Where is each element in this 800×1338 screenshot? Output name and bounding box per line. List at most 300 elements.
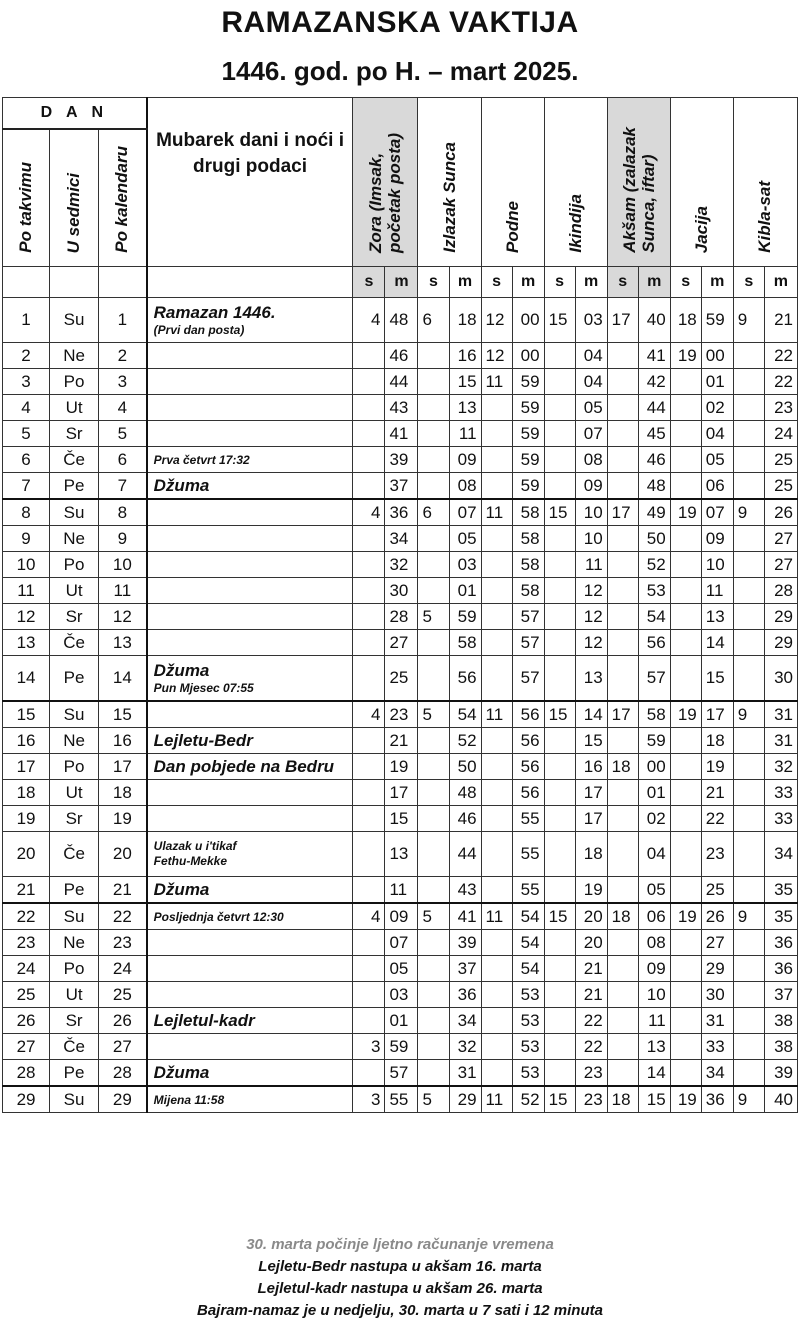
note-main: Lejletul-kadr <box>153 1010 255 1030</box>
cell-mubarek <box>147 421 353 447</box>
table-row <box>3 701 798 728</box>
cell-zs <box>353 877 385 904</box>
cell-u-sedmici: Pe <box>50 656 99 702</box>
cell-im: 39 <box>449 930 481 956</box>
cell-po-takvimu: 1 <box>3 298 50 343</box>
cell-ps <box>481 552 512 578</box>
cell-js <box>670 395 701 421</box>
cell-ps <box>481 1034 512 1060</box>
cell-km: 23 <box>575 1086 607 1113</box>
cell-mubarek <box>147 982 353 1008</box>
header-po-kalendaru <box>99 129 147 267</box>
cell-u-sedmici: Sr <box>50 421 99 447</box>
cell-po-takvimu: 26 <box>3 1008 50 1034</box>
cell-po-kalendaru: 14 <box>99 656 147 702</box>
cell-ks <box>544 982 575 1008</box>
cell-po-kalendaru: 21 <box>99 877 147 904</box>
cell-as <box>607 395 638 421</box>
cell-u-sedmici: Ut <box>50 982 99 1008</box>
cell-zs <box>353 578 385 604</box>
cell-as: 17 <box>607 499 638 526</box>
cell-po-kalendaru: 3 <box>99 369 147 395</box>
cell-zm: 27 <box>385 630 418 656</box>
cell-zm: 15 <box>385 806 418 832</box>
cell-am: 14 <box>638 1060 670 1087</box>
cell-mubarek <box>147 526 353 552</box>
cell-po-takvimu: 23 <box>3 930 50 956</box>
cell-as <box>607 806 638 832</box>
table-row <box>3 578 798 604</box>
cell-pm: 53 <box>512 1060 544 1087</box>
cell-mubarek <box>147 604 353 630</box>
cell-ps <box>481 473 512 500</box>
header-zora-line2: početak posta) <box>385 133 405 253</box>
cell-po-kalendaru: 1 <box>99 298 147 343</box>
unit-m: m <box>512 267 544 298</box>
cell-mubarek <box>147 578 353 604</box>
cell-ps <box>481 656 512 702</box>
cell-zm: 39 <box>385 447 418 473</box>
cell-js <box>670 877 701 904</box>
cell-u-sedmici: Ne <box>50 930 99 956</box>
cell-pm: 56 <box>512 728 544 754</box>
cell-km: 04 <box>575 343 607 369</box>
cell-zm: 55 <box>385 1086 418 1113</box>
cell-km: 13 <box>575 656 607 702</box>
cell-is <box>418 982 449 1008</box>
cell-as <box>607 421 638 447</box>
cell-mubarek <box>147 395 353 421</box>
cell-u-sedmici: Su <box>50 701 99 728</box>
cell-zs <box>353 630 385 656</box>
note-bajram: Bajram-namaz je u nedjelju, 30. marta u 7 sati i 12 minuta <box>197 1302 603 1319</box>
cell-zm: 43 <box>385 395 418 421</box>
cell-as <box>607 982 638 1008</box>
cell-is <box>418 1008 449 1034</box>
cell-ps <box>481 832 512 877</box>
cell-u-sedmici: Su <box>50 499 99 526</box>
table-row <box>3 604 798 630</box>
cell-as: 18 <box>607 1086 638 1113</box>
cell-jm: 00 <box>701 343 733 369</box>
cell-pm: 59 <box>512 447 544 473</box>
table-row <box>3 343 798 369</box>
cell-zm: 05 <box>385 956 418 982</box>
cell-js <box>670 552 701 578</box>
cell-po-kalendaru: 22 <box>99 903 147 930</box>
cell-km: 10 <box>575 526 607 552</box>
cell-pm: 55 <box>512 877 544 904</box>
cell-pm: 53 <box>512 1034 544 1060</box>
cell-jm: 33 <box>701 1034 733 1060</box>
table-row <box>3 630 798 656</box>
cell-po-kalendaru: 27 <box>99 1034 147 1060</box>
cell-u-sedmici: Po <box>50 754 99 780</box>
cell-am: 05 <box>638 877 670 904</box>
cell-zs <box>353 656 385 702</box>
cell-km: 12 <box>575 578 607 604</box>
cell-mubarek <box>147 499 353 526</box>
cell-u-sedmici: Ut <box>50 578 99 604</box>
table-row <box>3 1086 798 1113</box>
cell-zs <box>353 832 385 877</box>
cell-po-kalendaru: 8 <box>99 499 147 526</box>
cell-as <box>607 1060 638 1087</box>
cell-as <box>607 447 638 473</box>
cell-mubarek <box>147 473 353 500</box>
cell-zs <box>353 395 385 421</box>
cell-js <box>670 421 701 447</box>
table-body <box>3 298 798 1113</box>
cell-mubarek <box>147 877 353 904</box>
cell-po-takvimu: 25 <box>3 982 50 1008</box>
cell-po-takvimu: 2 <box>3 343 50 369</box>
cell-is: 6 <box>418 499 449 526</box>
cell-ks <box>544 877 575 904</box>
cell-bs: 9 <box>733 499 764 526</box>
table-row <box>3 1008 798 1034</box>
cell-ps <box>481 877 512 904</box>
cell-pm: 00 <box>512 343 544 369</box>
cell-bs <box>733 832 764 877</box>
cell-bm: 37 <box>764 982 797 1008</box>
cell-im: 07 <box>449 499 481 526</box>
cell-po-kalendaru: 17 <box>99 754 147 780</box>
cell-am: 50 <box>638 526 670 552</box>
unit-m: m <box>764 267 797 298</box>
cell-pm: 58 <box>512 499 544 526</box>
cell-zm: 23 <box>385 701 418 728</box>
cell-mubarek <box>147 630 353 656</box>
cell-ks <box>544 630 575 656</box>
cell-zm: 36 <box>385 499 418 526</box>
cell-bs: 9 <box>733 701 764 728</box>
cell-u-sedmici: Ut <box>50 395 99 421</box>
cell-po-takvimu: 18 <box>3 780 50 806</box>
cell-ks <box>544 754 575 780</box>
cell-zs <box>353 604 385 630</box>
cell-po-kalendaru: 9 <box>99 526 147 552</box>
cell-jm: 05 <box>701 447 733 473</box>
cell-po-kalendaru: 2 <box>99 343 147 369</box>
cell-am: 44 <box>638 395 670 421</box>
cell-jm: 14 <box>701 630 733 656</box>
cell-zs <box>353 754 385 780</box>
cell-ks <box>544 604 575 630</box>
cell-js <box>670 656 701 702</box>
cell-am: 02 <box>638 806 670 832</box>
cell-u-sedmici: Pe <box>50 1060 99 1087</box>
cell-ks <box>544 473 575 500</box>
cell-bs <box>733 1034 764 1060</box>
cell-as <box>607 369 638 395</box>
cell-is <box>418 754 449 780</box>
cell-am: 45 <box>638 421 670 447</box>
cell-po-kalendaru: 12 <box>99 604 147 630</box>
cell-bm: 31 <box>764 728 797 754</box>
header-mubarek-label: Mubarek dani i noći i drugi podaci <box>156 130 344 177</box>
cell-bs <box>733 1008 764 1034</box>
note-main: Džuma <box>153 660 210 680</box>
cell-am: 52 <box>638 552 670 578</box>
header-jacija-label: Jacija <box>691 205 711 253</box>
note-main: Ramazan 1446. <box>153 302 276 322</box>
cell-zs: 4 <box>353 499 385 526</box>
cell-ps <box>481 578 512 604</box>
header-po-kalendaru-label: Po kalendaru <box>112 146 132 253</box>
cell-po-takvimu: 12 <box>3 604 50 630</box>
cell-mubarek <box>147 1060 353 1087</box>
cell-im: 15 <box>449 369 481 395</box>
cell-im: 58 <box>449 630 481 656</box>
cell-as <box>607 877 638 904</box>
unit-m: m <box>385 267 418 298</box>
cell-ps <box>481 728 512 754</box>
cell-im: 03 <box>449 552 481 578</box>
cell-is <box>418 1060 449 1087</box>
note-main: Lejletu-Bedr <box>153 730 253 750</box>
cell-as <box>607 956 638 982</box>
cell-am: 57 <box>638 656 670 702</box>
cell-as <box>607 1034 638 1060</box>
cell-im: 43 <box>449 877 481 904</box>
cell-mubarek <box>147 1034 353 1060</box>
cell-is: 6 <box>418 298 449 343</box>
header-izlazak-label: Izlazak Sunca <box>439 142 459 253</box>
cell-bm: 33 <box>764 806 797 832</box>
cell-zs <box>353 982 385 1008</box>
cell-as <box>607 473 638 500</box>
cell-pm: 56 <box>512 780 544 806</box>
cell-po-takvimu: 24 <box>3 956 50 982</box>
cell-po-takvimu: 6 <box>3 447 50 473</box>
cell-km: 21 <box>575 956 607 982</box>
cell-am: 04 <box>638 832 670 877</box>
header-aksam-line1: Akšam (zalazak <box>619 127 639 253</box>
cell-is <box>418 552 449 578</box>
cell-ks: 15 <box>544 499 575 526</box>
cell-km: 10 <box>575 499 607 526</box>
cell-js <box>670 1060 701 1087</box>
cell-js <box>670 473 701 500</box>
cell-ps <box>481 1008 512 1034</box>
cell-mubarek <box>147 343 353 369</box>
cell-po-kalendaru: 13 <box>99 630 147 656</box>
cell-is <box>418 395 449 421</box>
cell-ks <box>544 369 575 395</box>
cell-zs: 4 <box>353 298 385 343</box>
cell-ks <box>544 552 575 578</box>
cell-po-takvimu: 28 <box>3 1060 50 1087</box>
cell-is <box>418 656 449 702</box>
header-po-takvimu-label: Po takvimu <box>16 162 36 253</box>
cell-zm: 46 <box>385 343 418 369</box>
cell-po-takvimu: 3 <box>3 369 50 395</box>
cell-po-takvimu: 8 <box>3 499 50 526</box>
note-daylight: 30. marta počinje ljetno računanje vremena <box>246 1236 554 1253</box>
cell-js <box>670 806 701 832</box>
cell-po-kalendaru: 15 <box>99 701 147 728</box>
cell-zm: 13 <box>385 832 418 877</box>
cell-po-kalendaru: 11 <box>99 578 147 604</box>
cell-pm: 53 <box>512 1008 544 1034</box>
cell-km: 03 <box>575 298 607 343</box>
table-row <box>3 780 798 806</box>
cell-ps <box>481 930 512 956</box>
cell-ks <box>544 1034 575 1060</box>
cell-is <box>418 343 449 369</box>
cell-po-kalendaru: 28 <box>99 1060 147 1087</box>
cell-po-takvimu: 14 <box>3 656 50 702</box>
cell-u-sedmici: Če <box>50 1034 99 1060</box>
header-zora-line1: Zora (Imsak, <box>366 152 386 253</box>
cell-js: 18 <box>670 298 701 343</box>
cell-ks <box>544 728 575 754</box>
cell-zs <box>353 1008 385 1034</box>
note-sub: Posljednja četvrt 12:30 <box>153 910 284 924</box>
cell-zm: 07 <box>385 930 418 956</box>
table-row <box>3 1034 798 1060</box>
cell-km: 18 <box>575 832 607 877</box>
cell-im: 44 <box>449 832 481 877</box>
cell-pm: 59 <box>512 395 544 421</box>
table-row <box>3 982 798 1008</box>
cell-po-takvimu: 19 <box>3 806 50 832</box>
cell-mubarek <box>147 903 353 930</box>
cell-jm: 22 <box>701 806 733 832</box>
cell-pm: 52 <box>512 1086 544 1113</box>
table-row <box>3 395 798 421</box>
cell-po-takvimu: 13 <box>3 630 50 656</box>
cell-jm: 59 <box>701 298 733 343</box>
cell-im: 56 <box>449 656 481 702</box>
header-kibla <box>733 98 797 267</box>
cell-po-takvimu: 7 <box>3 473 50 500</box>
cell-bs: 9 <box>733 298 764 343</box>
cell-u-sedmici: Če <box>50 832 99 877</box>
cell-as <box>607 1008 638 1034</box>
cell-is <box>418 421 449 447</box>
cell-is <box>418 630 449 656</box>
cell-jm: 19 <box>701 754 733 780</box>
cell-pm: 58 <box>512 552 544 578</box>
cell-im: 37 <box>449 956 481 982</box>
header-aksam <box>607 98 670 267</box>
header-mubarek <box>147 98 353 267</box>
cell-bs: 9 <box>733 1086 764 1113</box>
cell-mubarek <box>147 552 353 578</box>
cell-im: 31 <box>449 1060 481 1087</box>
unit-s: s <box>544 267 575 298</box>
cell-am: 58 <box>638 701 670 728</box>
cell-zs <box>353 447 385 473</box>
cell-as <box>607 604 638 630</box>
header-podne <box>481 98 544 267</box>
cell-bm: 36 <box>764 956 797 982</box>
cell-am: 40 <box>638 298 670 343</box>
vaktija-table <box>2 97 798 1113</box>
cell-js <box>670 982 701 1008</box>
cell-am: 56 <box>638 630 670 656</box>
cell-jm: 27 <box>701 930 733 956</box>
cell-bm: 40 <box>764 1086 797 1113</box>
cell-bs <box>733 473 764 500</box>
unit-m: m <box>575 267 607 298</box>
cell-mubarek <box>147 780 353 806</box>
cell-pm: 57 <box>512 604 544 630</box>
cell-bm: 21 <box>764 298 797 343</box>
cell-is: 5 <box>418 604 449 630</box>
cell-pm: 57 <box>512 630 544 656</box>
cell-po-kalendaru: 4 <box>99 395 147 421</box>
table-row <box>3 499 798 526</box>
cell-zs <box>353 806 385 832</box>
note-main: Džuma <box>153 475 210 495</box>
cell-js <box>670 956 701 982</box>
cell-im: 16 <box>449 343 481 369</box>
cell-as: 18 <box>607 754 638 780</box>
table-row <box>3 298 798 343</box>
cell-ps <box>481 604 512 630</box>
cell-po-takvimu: 21 <box>3 877 50 904</box>
cell-u-sedmici: Po <box>50 956 99 982</box>
cell-po-takvimu: 15 <box>3 701 50 728</box>
cell-mubarek <box>147 754 353 780</box>
cell-im: 01 <box>449 578 481 604</box>
cell-po-takvimu: 22 <box>3 903 50 930</box>
cell-pm: 54 <box>512 903 544 930</box>
cell-zs: 3 <box>353 1034 385 1060</box>
cell-am: 10 <box>638 982 670 1008</box>
header-po-takvimu <box>3 129 50 267</box>
cell-km: 14 <box>575 701 607 728</box>
cell-mubarek <box>147 369 353 395</box>
cell-jm: 18 <box>701 728 733 754</box>
cell-zs <box>353 369 385 395</box>
cell-u-sedmici: Sr <box>50 1008 99 1034</box>
cell-km: 19 <box>575 877 607 904</box>
unit-m: m <box>638 267 670 298</box>
cell-zm: 17 <box>385 780 418 806</box>
unit-s: s <box>670 267 701 298</box>
note-sub: Prva četvrt 17:32 <box>153 453 250 467</box>
header-ikindija <box>544 98 607 267</box>
cell-ks <box>544 578 575 604</box>
cell-zs <box>353 526 385 552</box>
note-bedr: Lejletu-Bedr nastupa u akšam 16. marta <box>258 1258 542 1275</box>
cell-js <box>670 578 701 604</box>
cell-jm: 13 <box>701 604 733 630</box>
cell-u-sedmici: Pe <box>50 877 99 904</box>
cell-im: 36 <box>449 982 481 1008</box>
cell-bs <box>733 728 764 754</box>
cell-as <box>607 930 638 956</box>
cell-zs <box>353 1060 385 1087</box>
note-sub: Mijena 11:58 <box>153 1093 225 1107</box>
cell-js: 19 <box>670 701 701 728</box>
cell-is <box>418 832 449 877</box>
cell-bm: 39 <box>764 1060 797 1087</box>
cell-ks <box>544 421 575 447</box>
cell-pm: 57 <box>512 656 544 702</box>
cell-js <box>670 447 701 473</box>
cell-zs <box>353 343 385 369</box>
cell-ks <box>544 930 575 956</box>
cell-zm: 57 <box>385 1060 418 1087</box>
cell-mubarek <box>147 806 353 832</box>
cell-js: 19 <box>670 499 701 526</box>
cell-mubarek <box>147 930 353 956</box>
